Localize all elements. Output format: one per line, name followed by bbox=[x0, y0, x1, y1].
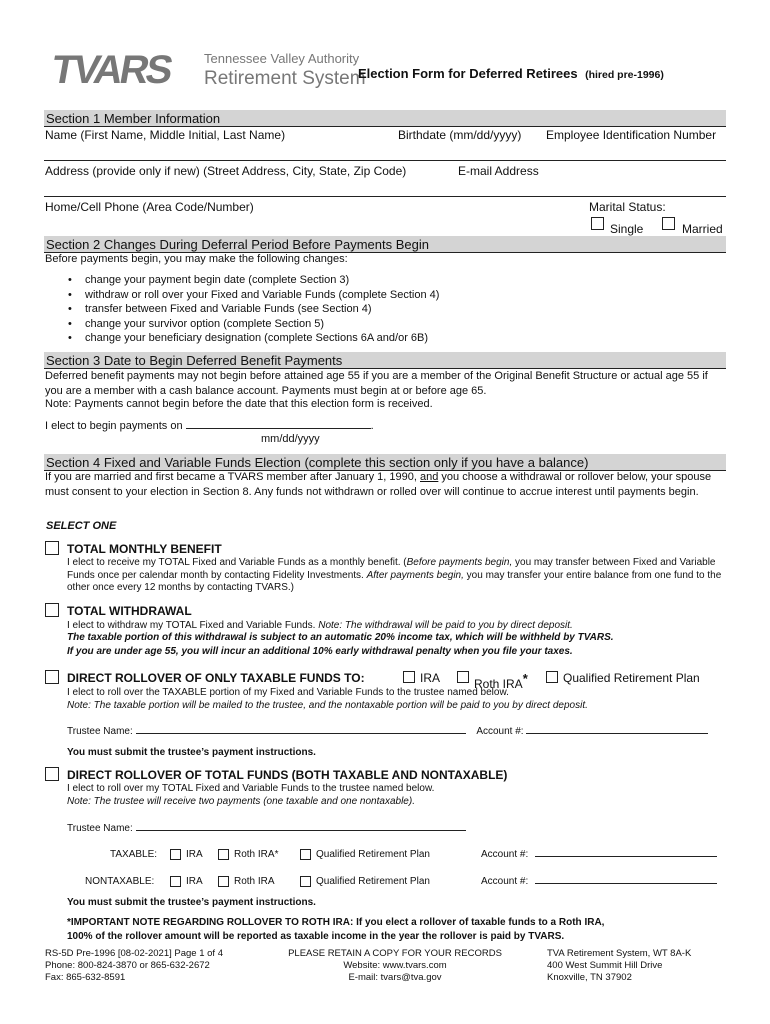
roth-important-note-1: *IMPORTANT NOTE REGARDING ROLLOVER TO ROTH IRA: If you elect a rollover of taxable funds to a Roth IRA, bbox=[67, 917, 605, 928]
roth-asterisk: * bbox=[522, 671, 528, 686]
employee-id-label: Employee Identification Number bbox=[546, 128, 717, 142]
account-label: Account #: bbox=[476, 726, 524, 737]
total-taxable-qrp-label: Qualified Retirement Plan bbox=[316, 849, 430, 860]
list-item: • withdraw or roll over your Fixed and Variable Funds (complete Section 4) bbox=[45, 288, 725, 303]
account-field[interactable] bbox=[526, 733, 708, 734]
total-withdrawal-title: TOTAL WITHDRAWAL bbox=[67, 604, 192, 618]
total-withdrawal-text bbox=[67, 619, 727, 632]
total-rollover-note: Note: The trustee will receive two payments (one taxable and one nontaxable). bbox=[67, 796, 415, 807]
trustee-name-field[interactable] bbox=[136, 733, 466, 734]
footer-website: Website: www.tvars.com bbox=[343, 960, 447, 971]
nontaxable-roth-checkbox[interactable] bbox=[218, 876, 229, 887]
footer-city: Knoxville, TN 37902 bbox=[547, 972, 632, 983]
list-item: • transfer between Fixed and Variable Funds (see Section 4) bbox=[45, 302, 725, 317]
total-withdrawal-checkbox[interactable] bbox=[45, 603, 59, 617]
footer-left bbox=[45, 948, 223, 984]
footer-phone: Phone: 800-824-3870 or 865-632-2672 bbox=[45, 960, 210, 971]
option-text: I elect to receive my TOTAL Fixed and Variable Funds as a monthly benefit. ( bbox=[67, 557, 407, 568]
section-4-heading: Section 4 Fixed and Variable Funds Election (complete this section only if you have a balance) bbox=[44, 454, 726, 471]
address-label: Address (provide only if new) (Street Address, City, State, Zip Code) bbox=[45, 164, 407, 178]
withdrawal-tax-warning: The taxable portion of this withdrawal is subject to an automatic 20% income tax, which will be withheld by TVARS. bbox=[67, 632, 614, 643]
form-title bbox=[358, 65, 664, 83]
nontaxable-roth-label: Roth IRA bbox=[234, 876, 275, 887]
taxable-qrp-checkbox[interactable] bbox=[546, 671, 558, 683]
footer-right bbox=[547, 948, 691, 984]
roth-text: Roth IRA bbox=[474, 677, 523, 691]
address-line[interactable] bbox=[44, 196, 726, 197]
footer-email: E-mail: tvars@tva.gov bbox=[348, 972, 442, 983]
form-id: RS-5D Pre-1996 [08-02-2021] Page 1 of 4 bbox=[45, 948, 223, 959]
trustee-row-2 bbox=[67, 823, 466, 834]
trustee-name-field-2[interactable] bbox=[136, 830, 466, 831]
footer-center bbox=[280, 948, 510, 984]
total-monthly-benefit-checkbox[interactable] bbox=[45, 541, 59, 555]
nontaxable-ira-checkbox[interactable] bbox=[170, 876, 181, 887]
single-checkbox[interactable] bbox=[591, 217, 604, 230]
taxable-roth-checkbox[interactable] bbox=[457, 671, 469, 683]
begin-date-field[interactable] bbox=[186, 428, 371, 429]
section-3-paragraph: Deferred benefit payments may not begin before attained age 55 if you are a member of the Original Benefit Structure or actual age 55 if you are a member with a cash balance account. Payments must begin at or before age 65. bbox=[45, 370, 708, 397]
total-taxable-qrp-checkbox[interactable] bbox=[300, 849, 311, 860]
option-text-italic: After payments begin, bbox=[366, 569, 464, 581]
list-item: • change your survivor option (complete Section 5) bbox=[45, 317, 725, 332]
trustee-row-1 bbox=[67, 726, 708, 737]
logo-line-2: Retirement System bbox=[204, 68, 366, 89]
taxable-ira-checkbox[interactable] bbox=[403, 671, 415, 683]
date-format-caption: mm/dd/yyyy bbox=[261, 433, 320, 445]
submit-instructions-note: You must submit the trustee’s payment instructions. bbox=[67, 747, 316, 758]
taxable-account-row bbox=[481, 849, 717, 860]
option-text: I elect to withdraw my TOTAL Fixed and Variable Funds. bbox=[67, 620, 319, 631]
tvars-logo bbox=[44, 48, 366, 100]
name-line[interactable] bbox=[44, 160, 726, 161]
married-label: Married bbox=[682, 222, 723, 236]
nontaxable-qrp-checkbox[interactable] bbox=[300, 876, 311, 887]
footer-org: TVA Retirement System, WT 8A-K bbox=[547, 948, 692, 959]
taxable-rollover-text: I elect to roll over the TAXABLE portion of my Fixed and Variable Funds to the trustee named below. bbox=[67, 687, 509, 698]
total-taxable-ira-checkbox[interactable] bbox=[170, 849, 181, 860]
footer-fax: Fax: 865-632-8591 bbox=[45, 972, 126, 983]
account-label: Account #: bbox=[481, 849, 529, 860]
taxable-qrp-label: Qualified Retirement Plan bbox=[563, 671, 700, 685]
select-one-label: SELECT ONE bbox=[46, 520, 117, 532]
option-text-italic: Note: The withdrawal will be paid to you by direct deposit. bbox=[318, 620, 573, 631]
section-2-heading: Section 2 Changes During Deferral Period Before Payments Begin bbox=[44, 236, 726, 253]
total-rollover-text: I elect to roll over my TOTAL Fixed and Variable Funds to the trustee named below. bbox=[67, 783, 435, 794]
total-monthly-benefit-title: TOTAL MONTHLY BENEFIT bbox=[67, 542, 222, 556]
begin-payments-label: I elect to begin payments on bbox=[45, 420, 183, 432]
option-text-italic: Before payments begin, bbox=[406, 557, 513, 568]
married-checkbox[interactable] bbox=[662, 217, 675, 230]
section-4-intro bbox=[45, 470, 727, 499]
intro-and: and bbox=[420, 471, 439, 483]
section-3-note: Note: Payments cannot begin before the date that this election form is received. bbox=[45, 398, 433, 410]
form-title-main: Election Form for Deferred Retirees bbox=[358, 66, 578, 81]
begin-payments-row: I elect to begin payments on . bbox=[45, 420, 374, 432]
nontaxable-qrp-label: Qualified Retirement Plan bbox=[316, 876, 430, 887]
total-taxable-roth-label: Roth IRA* bbox=[234, 849, 279, 860]
email-label: E-mail Address bbox=[458, 164, 539, 178]
taxable-ira-label: IRA bbox=[420, 671, 441, 685]
total-taxable-roth-checkbox[interactable] bbox=[218, 849, 229, 860]
list-item: • change your beneficiary designation (complete Sections 6A and/or 6B) bbox=[45, 331, 725, 346]
total-rollover-title: DIRECT ROLLOVER OF TOTAL FUNDS (BOTH TAXABLE AND NONTAXABLE) bbox=[67, 768, 508, 782]
nontaxable-account-field[interactable] bbox=[535, 883, 717, 884]
section-1-heading: Section 1 Member Information bbox=[44, 110, 726, 127]
taxable-account-field[interactable] bbox=[535, 856, 717, 857]
taxable-rollover-title: DIRECT ROLLOVER OF ONLY TAXABLE FUNDS TO: bbox=[67, 671, 365, 685]
roth-important-note-2: 100% of the rollover amount will be reported as taxable income in the year the rollover is paid by TVARS. bbox=[67, 931, 565, 942]
trustee-name-label: Trustee Name: bbox=[67, 726, 133, 737]
section-3-heading: Section 3 Date to Begin Deferred Benefit Payments bbox=[44, 352, 726, 369]
phone-label: Home/Cell Phone (Area Code/Number) bbox=[45, 200, 254, 214]
section-2-intro: Before payments begin, you may make the following changes: bbox=[45, 253, 348, 265]
trustee-name-label: Trustee Name: bbox=[67, 823, 133, 834]
nontaxable-account-row bbox=[481, 876, 717, 887]
intro-text: If you are married and first became a TVARS member after January 1, 1990, bbox=[45, 471, 417, 483]
form-title-suffix: (hired pre-1996) bbox=[585, 69, 664, 81]
withdrawal-penalty-warning: If you are under age 55, you will incur an additional 10% early withdrawal penalty when you file your taxes. bbox=[67, 646, 573, 657]
taxable-label: TAXABLE: bbox=[110, 849, 158, 860]
list-item: • change your payment begin date (complete Section 3) bbox=[45, 273, 725, 288]
option-text: you may transfer between Fixed and Variable Funds once per calendar month by contacting Fidelity Investments. bbox=[67, 557, 716, 581]
total-rollover-checkbox[interactable] bbox=[45, 767, 59, 781]
taxable-rollover-note: Note: The taxable portion will be mailed to the trustee, and the nontaxable portion will be paid to you by direct deposit. bbox=[67, 700, 588, 711]
option-text: you may transfer your entire balance from one fund to the other once every 12 months by contacting TVARS.) bbox=[67, 569, 722, 593]
logo-wordmark: TVARS bbox=[48, 48, 174, 92]
nontaxable-ira-label: IRA bbox=[186, 876, 203, 887]
footer-address: 400 West Summit Hill Drive bbox=[547, 960, 663, 971]
submit-instructions-note-2: You must submit the trustee’s payment instructions. bbox=[67, 897, 316, 908]
single-label: Single bbox=[610, 222, 644, 236]
intro-text: you choose a withdrawal or rollover below, your spouse must consent to your election in Section 8. Any funds not withdrawn or rolled over will continue to accrue interest until payments begin. bbox=[45, 471, 712, 498]
marital-status-label: Marital Status: bbox=[589, 200, 666, 214]
logo-line-1: Tennessee Valley Authority bbox=[204, 51, 360, 66]
nontaxable-label: NONTAXABLE: bbox=[85, 876, 155, 887]
taxable-rollover-checkbox[interactable] bbox=[45, 670, 59, 684]
retain-copy-note: PLEASE RETAIN A COPY FOR YOUR RECORDS bbox=[288, 948, 502, 959]
section-2-list bbox=[45, 273, 725, 346]
total-monthly-benefit-text bbox=[67, 557, 727, 595]
total-taxable-ira-label: IRA bbox=[186, 849, 203, 860]
name-label: Name (First Name, Middle Initial, Last Name) bbox=[45, 128, 286, 142]
account-label: Account #: bbox=[481, 876, 529, 887]
birthdate-label: Birthdate (mm/dd/yyyy) bbox=[398, 128, 522, 142]
